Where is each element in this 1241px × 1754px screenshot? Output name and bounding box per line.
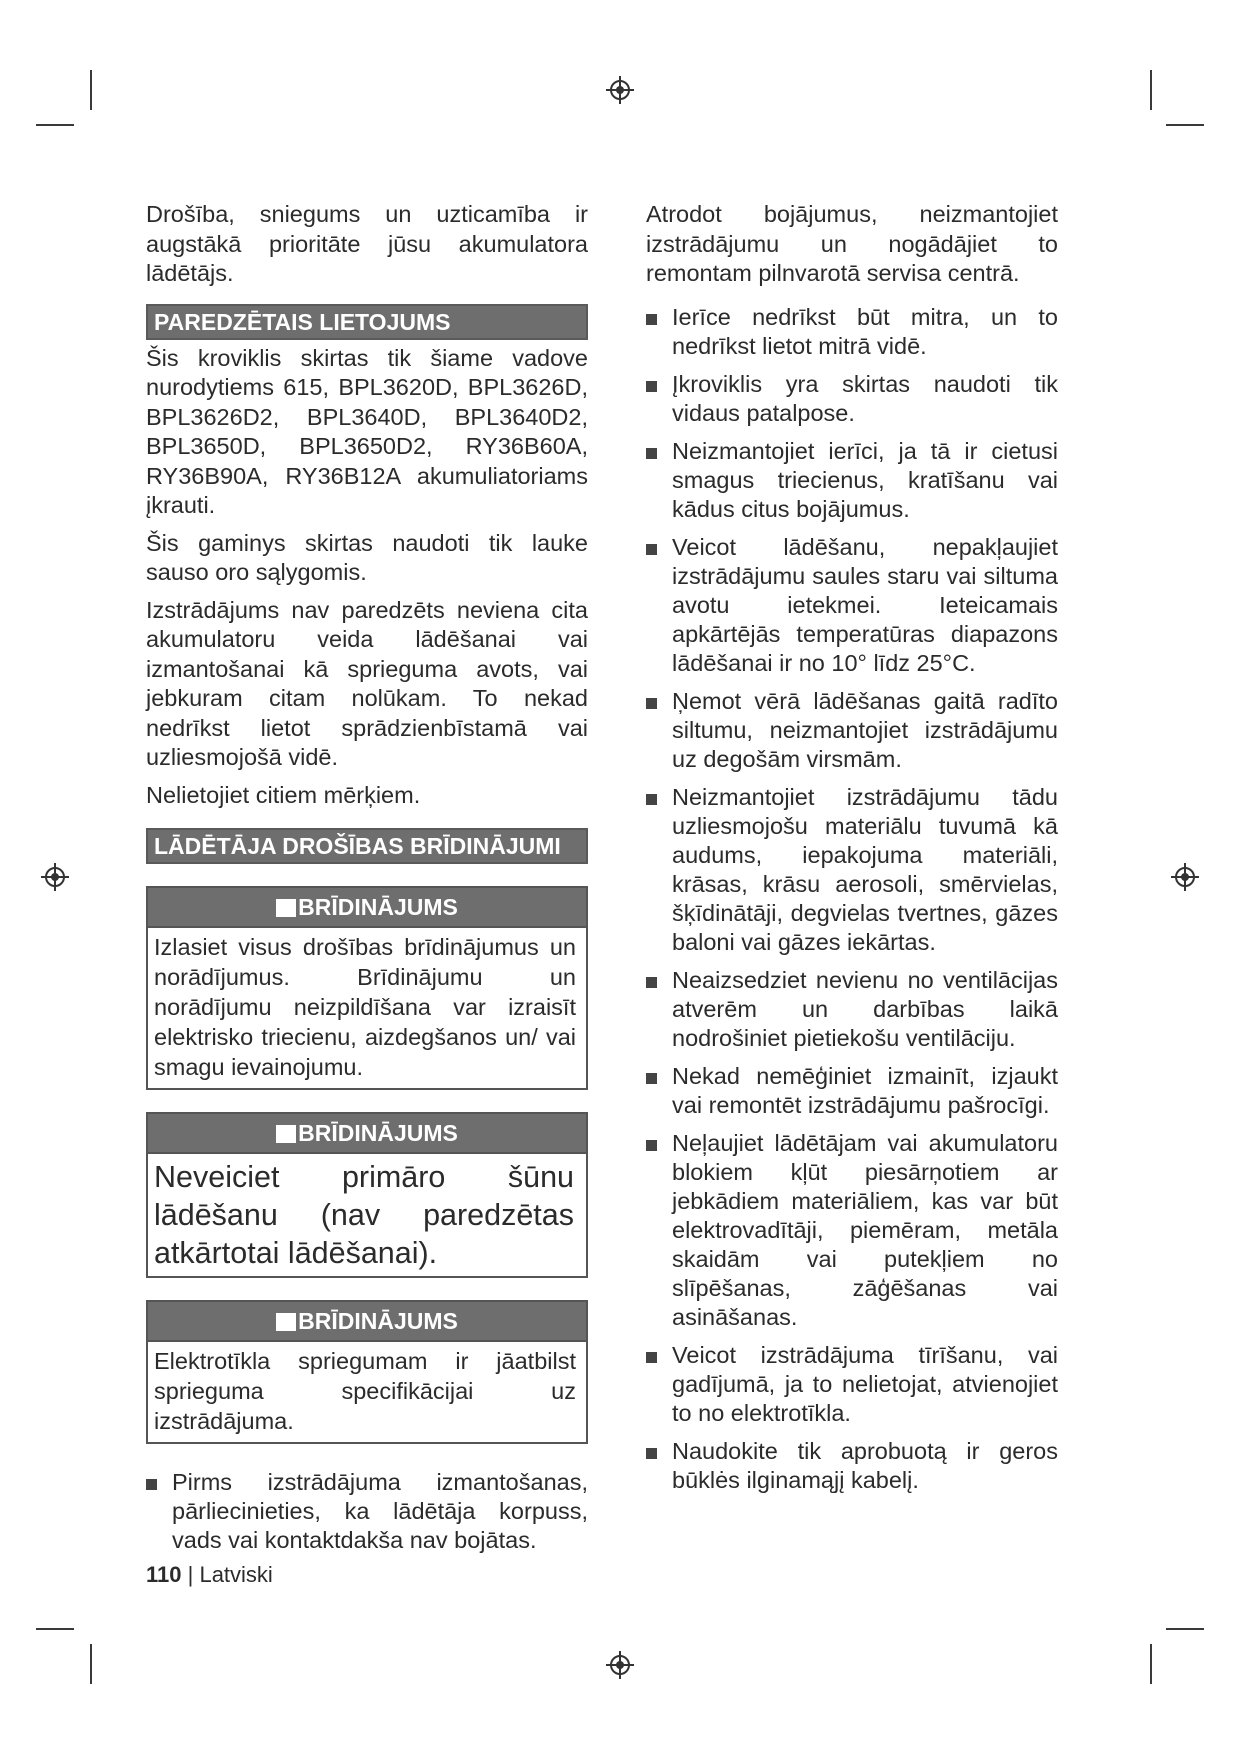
bullet-list: [646, 303, 1058, 1495]
list-item: Neizmantojiet izstrādājumu tādu uzliesmojošu materiālu tuvumā kā audums, iepakojuma materiāli, krāsas, krāsu aerosoli, smērvielas, šķīdinātāji, degvielas tvertnes, gāzes baloni vai gāzes iekārtas.: [646, 783, 1058, 957]
bullet-list: [146, 1468, 588, 1555]
left-column: [146, 200, 588, 1564]
warning-text: Izlasiet visus drošības brīdinājumus un norādījumus. Brīdinājumu un norādījumu neizpildīšana var izraisīt elektrisko triecienu, aizdegšanos un/ vai smagu ievainojumu.: [154, 934, 576, 1080]
right-column: [646, 200, 1058, 1504]
list-item: Neizmantojiet ierīci, ja tā ir cietusi smagus triecienus, kratīšanu vai kādus citus bojājumus.: [646, 437, 1058, 524]
list-item: Veicot lādēšanu, nepakļaujiet izstrādājumu saules staru vai siltuma avotu ietekmei. Ieteicamais apkārtējās temperatūras diapazons lādēšanai ir no 10° līdz 25°C.: [646, 533, 1058, 678]
warning-box: [146, 886, 588, 1090]
warning-title: BRĪDINĀJUMS: [298, 894, 458, 920]
list-item: Neļaujiet lādētājam vai akumulatoru blokiem kļūt piesārņotiem ar jebkādiem materiāliem, kas var būt elektrovadītāji, piemēram, metāla skaidām vai putekļiem no slīpēšanas, zāģēšanas vai asināšanas.: [646, 1129, 1058, 1332]
list-item: Neaizsedziet nevienu no ventilācijas atverēm un darbības laikā nodrošiniet pietiekošu ventilāciju.: [646, 966, 1058, 1053]
list-item: Nekad nemēģiniet izmainīt, izjaukt vai remontēt izstrādājumu pašrocīgi.: [646, 1062, 1058, 1120]
registration-mark-icon: [1170, 862, 1200, 892]
warning-text: Elektrotīkla spriegumam ir jāatbilst sprieguma specifikācijai uz izstrādājuma.: [154, 1348, 576, 1434]
crop-mark: [36, 1628, 74, 1630]
registration-mark-icon: [40, 862, 70, 892]
crop-mark: [36, 124, 74, 126]
page-footer: 110 | Latviski: [146, 1562, 273, 1587]
intro-paragraph: Atrodot bojājumus, neizmantojiet izstrādājumu un nogādājiet to remontam pilnvarotā servisa centrā.: [646, 201, 1058, 286]
warning-icon: [276, 1125, 296, 1143]
footer-language: Latviski: [199, 1562, 273, 1587]
warning-header: [148, 888, 586, 928]
warning-header: [148, 1302, 586, 1342]
intro-paragraph: Drošība, sniegums un uzticamība ir augstākā prioritāte jūsu akumulatora lādētājs.: [146, 201, 588, 286]
warning-icon: [276, 1313, 296, 1331]
use-paragraph: Nelietojiet citiem mērķiem.: [146, 781, 421, 808]
warning-box: [146, 1300, 588, 1444]
section-heading-charger-safety: LĀDĒTĀJA DROŠĪBAS BRĪDINĀJUMI: [146, 828, 588, 864]
list-item: Veicot izstrādājuma tīrīšanu, vai gadījumā, ja to nelietojat, atvienojiet to no elektrotīkla.: [646, 1341, 1058, 1428]
list-item: Ņemot vērā lādēšanas gaitā radīto siltumu, neizmantojiet izstrādājumu uz degošām virsmām.: [646, 687, 1058, 774]
crop-mark: [90, 70, 92, 110]
warning-icon: [276, 899, 296, 917]
registration-mark-icon: [605, 1650, 635, 1680]
list-item: Įkroviklis yra skirtas naudoti tik vidaus patalpose.: [646, 370, 1058, 428]
crop-mark: [90, 1644, 92, 1684]
use-paragraph: Izstrādājums nav paredzēts neviena cita akumulatoru veida lādēšanai vai izmantošanai kā sprieguma avots, vai jebkuram citam nolūkam. To nekad nedrīkst lietot sprādzienbīstamā vai uzliesmojošā vidē.: [146, 596, 588, 770]
warning-header: [148, 1114, 586, 1154]
crop-mark: [1166, 124, 1204, 126]
page-number: 110: [146, 1562, 182, 1587]
section-heading-intended-use: PAREDZĒTAIS LIETOJUMS: [146, 304, 588, 340]
use-paragraph: Šis kroviklis skirtas tik šiame vadove nurodytiems 615, BPL3620D, BPL3626D, BPL3626D2, BPL3640D, BPL3640D2, BPL3650D, BPL3650D2, RY36B60A, RY36B90A, RY36B12A akumuliatoriams įkrauti.: [146, 344, 588, 518]
list-item: Pirms izstrādājuma izmantošanas, pārliecinieties, ka lādētāja korpuss, vads vai kontaktdakša nav bojātas.: [146, 1468, 588, 1555]
warning-text: Neveiciet primāro šūnu lādēšanu (nav paredzētas atkārtotai lādēšanai).: [154, 1160, 574, 1270]
crop-mark: [1150, 70, 1152, 110]
crop-mark: [1166, 1628, 1204, 1630]
warning-title: BRĪDINĀJUMS: [298, 1120, 458, 1146]
list-item: Naudokite tik aprobuotą ir geros būklės ilginamąjį kabelį.: [646, 1437, 1058, 1495]
registration-mark-icon: [605, 75, 635, 105]
crop-mark: [1150, 1644, 1152, 1684]
use-paragraph: Šis gaminys skirtas naudoti tik lauke sauso oro sąlygomis.: [146, 529, 588, 585]
warning-box: [146, 1112, 588, 1278]
warning-title: BRĪDINĀJUMS: [298, 1308, 458, 1334]
list-item: Ierīce nedrīkst būt mitra, un to nedrīkst lietot mitrā vidē.: [646, 303, 1058, 361]
